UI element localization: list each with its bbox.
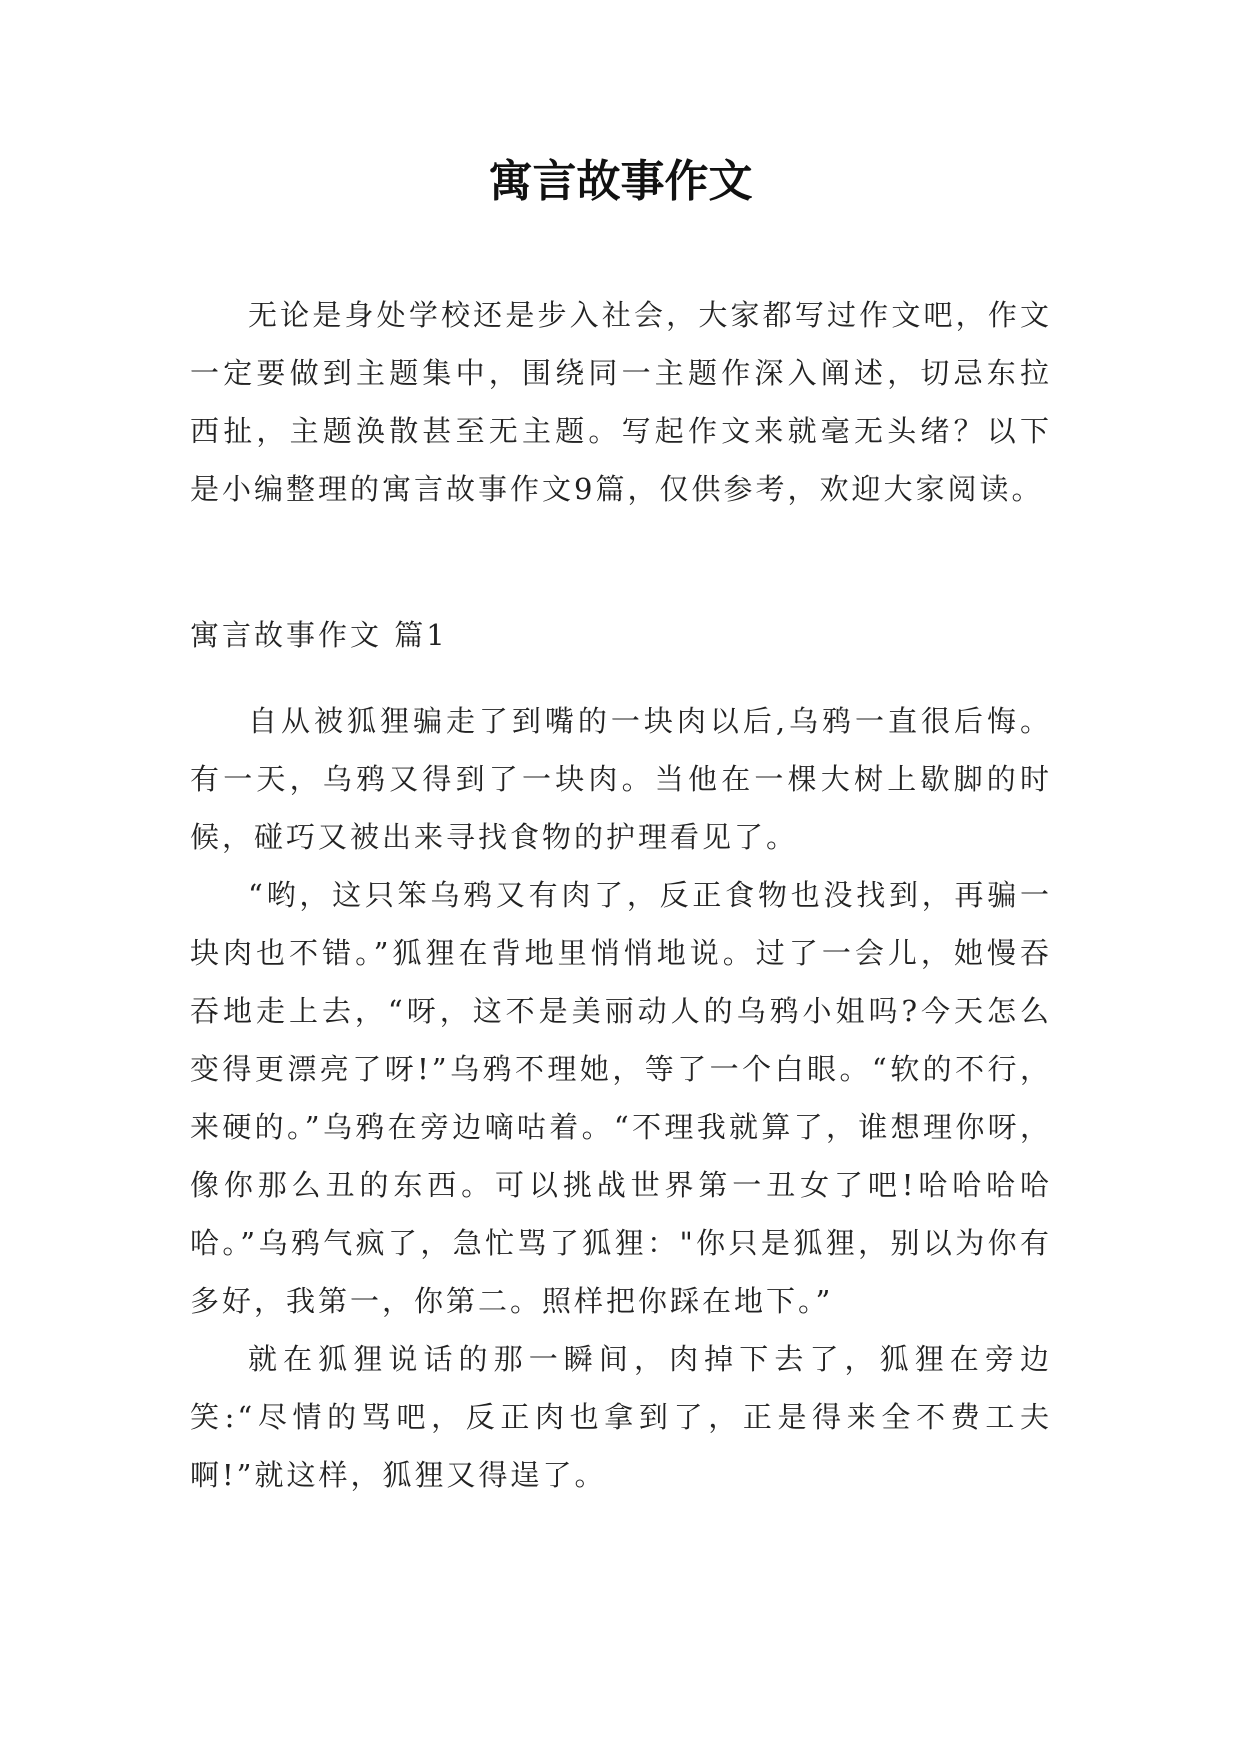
story-paragraph-2: “哟，这只笨乌鸦又有肉了，反正食物也没找到，再骗一块肉也不错。”狐狸在背地里悄悄地说。过了一会儿，她慢吞吞地走上去，“呀，这不是美丽动人的乌鸦小姐吗?今天怎么变得更漂亮了呀!”乌鸦不理她，等了一个白眼。“软的不行，来硬的。”乌鸦在旁边嘀咕着。“不理我就算了，谁想理你呀，像你那么丑的东西。可以挑战世界第一丑女了吧!哈哈哈哈哈。”乌鸦气疯了，急忙骂了狐狸："你只是狐狸，别以为你有多好，我第一，你第二。照样把你踩在地下。”: [190, 878, 1052, 1318]
story-paragraph-1: 自从被狐狸骗走了到嘴的一块肉以后,乌鸦一直很后悔。有一天，乌鸦又得到了一块肉。当他在一棵大树上歇脚的时候，碰巧又被出来寻找食物的护理看见了。: [190, 704, 1052, 854]
story-section: [190, 692, 1052, 1504]
document-title: 寓言故事作文: [488, 156, 753, 207]
story-paragraph-3: 就在狐狸说话的那一瞬间，肉掉下去了，狐狸在旁边笑:“尽情的骂吧，反正肉也拿到了，正是得来全不费工夫啊!”就这样，狐狸又得逞了。: [190, 1342, 1052, 1492]
intro-section: [190, 286, 1052, 518]
section-heading: 寓言故事作文 篇1: [190, 618, 448, 652]
intro-paragraph: 无论是身处学校还是步入社会，大家都写过作文吧，作文一定要做到主题集中，围绕同一主题作深入阐述，切忌东拉西扯，主题涣散甚至无主题。写起作文来就毫无头绪？以下是小编整理的寓言故事作文9篇，仅供参考，欢迎大家阅读。: [190, 298, 1052, 506]
